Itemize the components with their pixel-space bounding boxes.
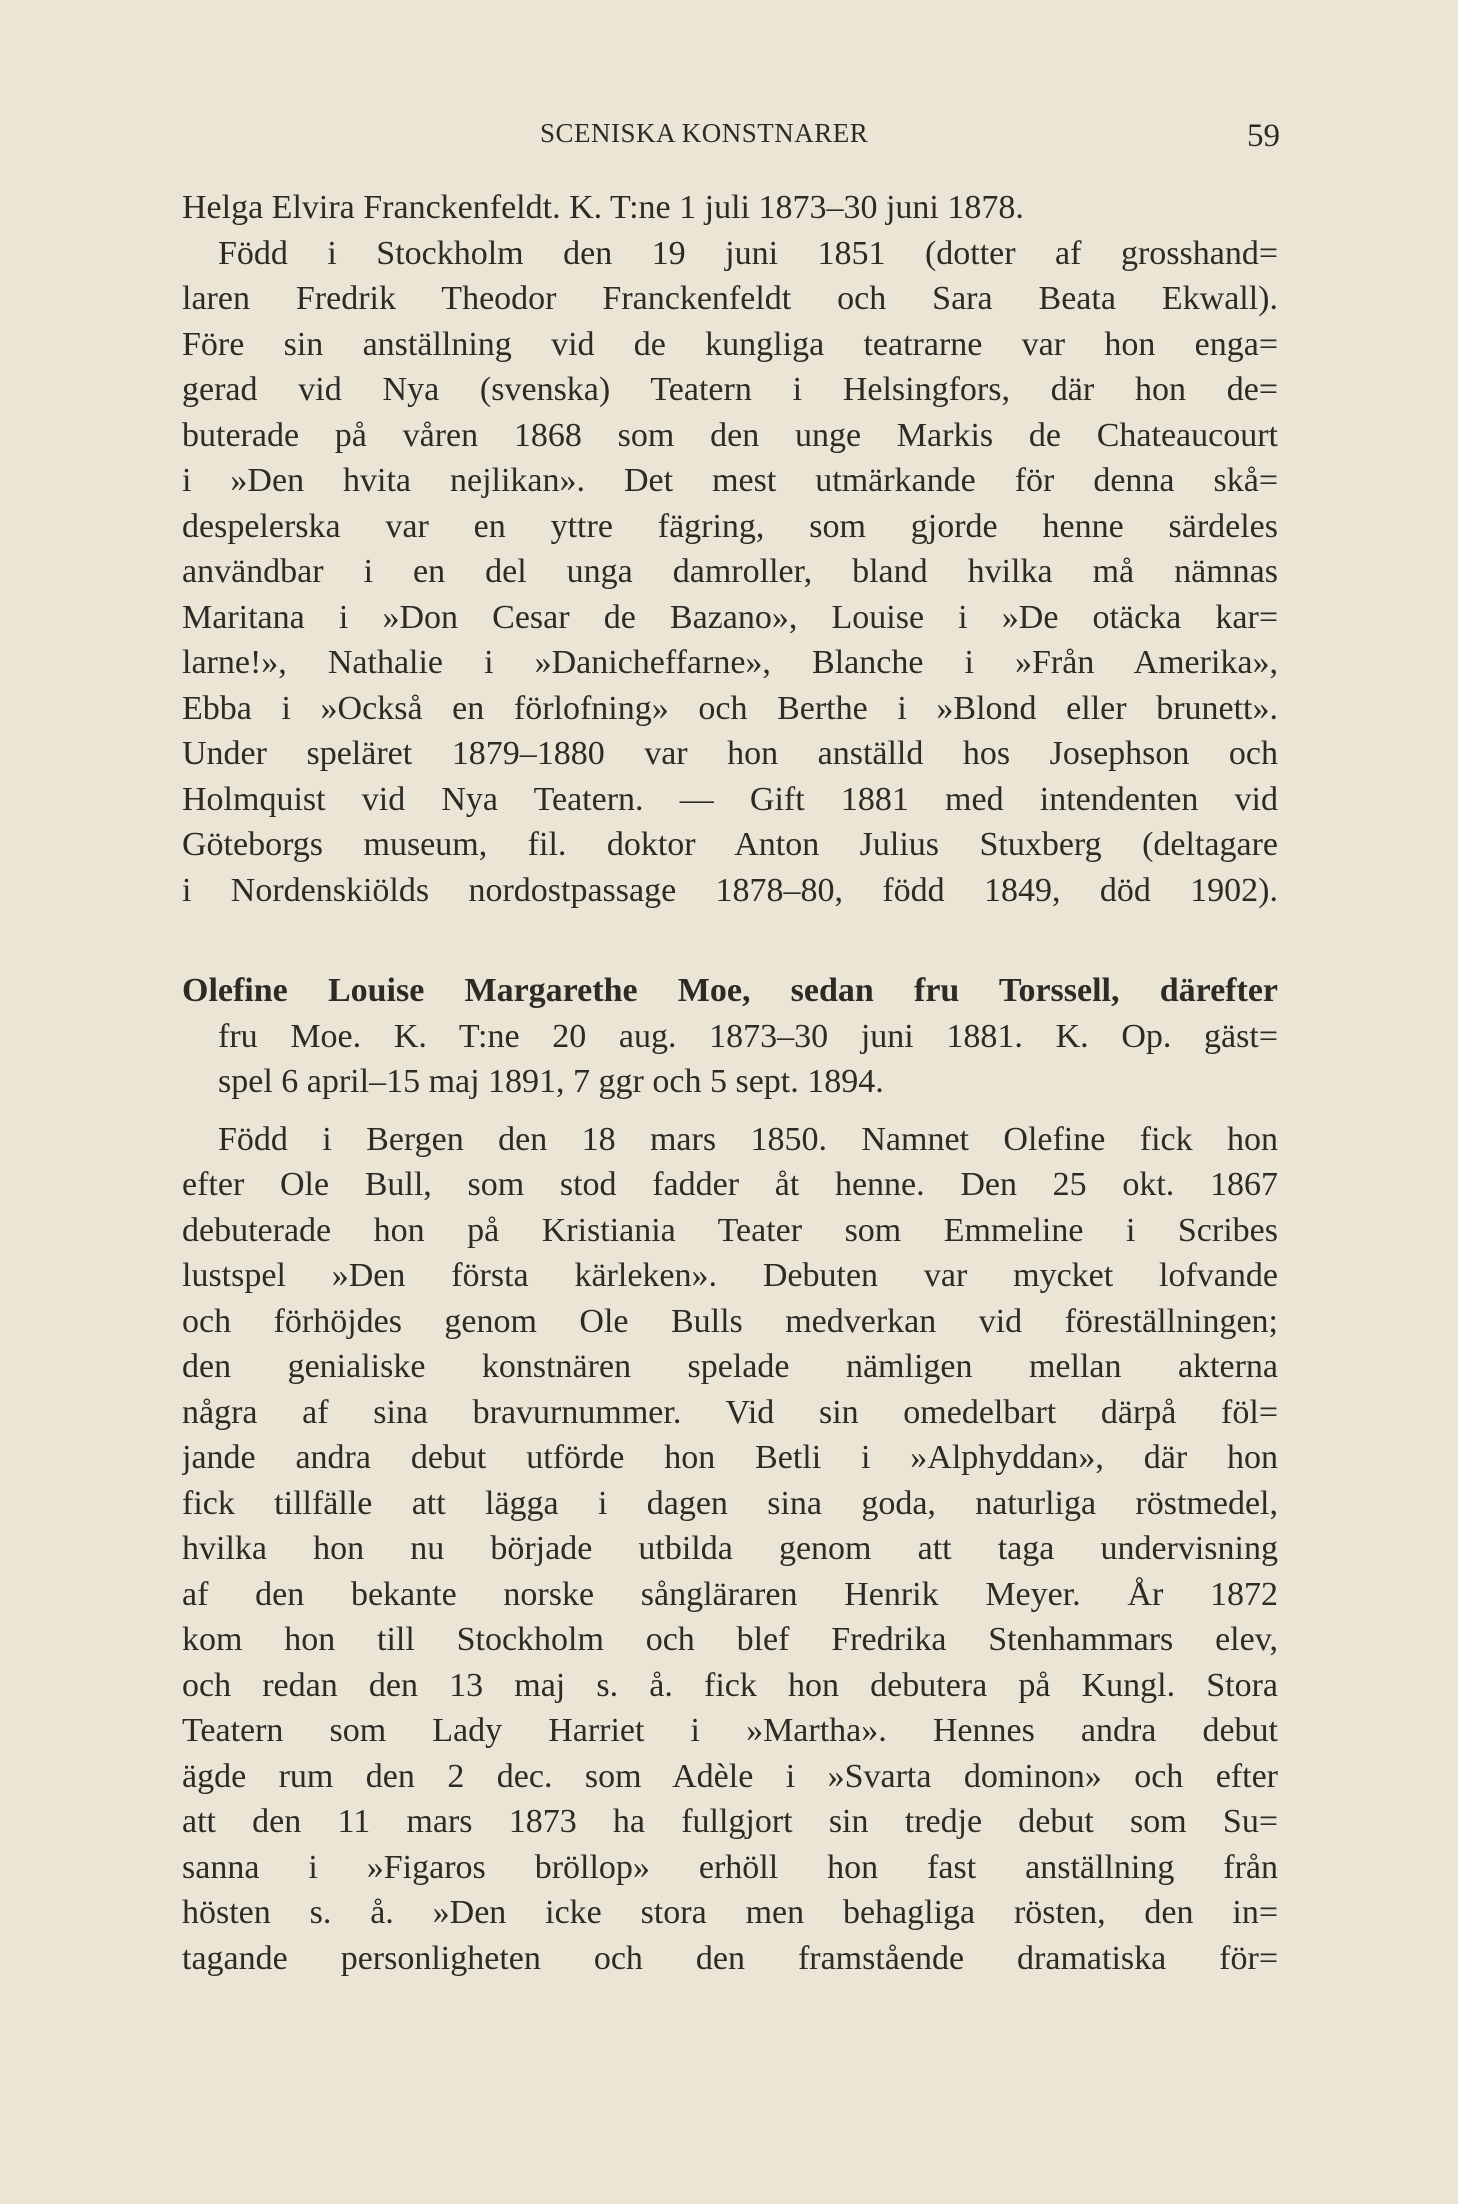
body-line: fick tillfälle att lägga i dagen sina goda, naturliga röstmedel, <box>182 1484 1278 1522</box>
entry-moe <box>182 968 1278 1981</box>
body-line: ägde rum den 2 dec. som Adèle i »Svarta dominon» och efter <box>182 1757 1278 1795</box>
body-line: despelerska var en yttre fägring, som gjorde henne särdeles <box>182 507 1278 545</box>
body-line: Ebba i »Också en förlofning» och Berthe i »Blond eller brunett». <box>182 689 1278 727</box>
body-line: Göteborgs museum, fil. doktor Anton Julius Stuxberg (deltagare <box>182 826 1278 863</box>
entry-heading: Olefine Louise Margarethe Moe, sedan fru Torssell, därefter <box>182 972 1278 1009</box>
body-line: användbar i en del unga damroller, bland hvilka må nämnas <box>182 553 1278 590</box>
body-line: den genialiske konstnären spelade nämligen mellan akterna <box>182 1348 1278 1385</box>
body-line: Maritana i »Don Cesar de Bazano», Louise i »De otäcka kar= <box>182 598 1278 636</box>
running-head: SCENISKA KONSTNARER <box>540 118 869 148</box>
body-line: Teatern som Lady Harriet i »Martha». Hennes andra debut <box>182 1712 1278 1749</box>
body-line: tagande personligheten och den framstående dramatiska för= <box>182 1939 1278 1977</box>
body-line: att den 11 mars 1873 ha fullgjort sin tredje debut som Su= <box>182 1803 1278 1840</box>
body-line: i Nordenskiölds nordostpassage 1878–80, född 1849, död 1902). <box>182 871 1278 909</box>
body-line: Född i Bergen den 18 mars 1850. Namnet Olefine fick hon <box>218 1120 1278 1158</box>
body-line: och redan den 13 maj s. å. fick hon debutera på Kungl. Stora <box>182 1666 1278 1704</box>
body-line: Holmquist vid Nya Teatern. — Gift 1881 med intendenten vid <box>182 780 1278 818</box>
page-header <box>180 118 1280 158</box>
body-line: kom hon till Stockholm och blef Fredrika Stenhammars elev, <box>182 1621 1278 1658</box>
body-line: sanna i »Figaros bröllop» erhöll hon fast anställning från <box>182 1848 1278 1886</box>
entry-heading: spel 6 april–15 maj 1891, 7 ggr och 5 sept. 1894. <box>218 1063 884 1100</box>
body-line: Före sin anställning vid de kungliga teatrarne var hon enga= <box>182 325 1278 363</box>
body-line: laren Fredrik Theodor Franckenfeldt och Sara Beata Ekwall). <box>182 280 1278 317</box>
page-number: 59 <box>1247 118 1280 154</box>
body-line: hvilka hon nu började utbilda genom att taga undervisning <box>182 1530 1278 1567</box>
body-line: Under speläret 1879–1880 var hon anställd hos Josephson och <box>182 735 1278 772</box>
body-line: jande andra debut utförde hon Betli i »Alphyddan», där hon <box>182 1439 1278 1476</box>
body-line: Född i Stockholm den 19 juni 1851 (dotter af grosshand= <box>218 234 1278 272</box>
body-line: af den bekante norske sångläraren Henrik Meyer. År 1872 <box>182 1575 1278 1613</box>
body-line: debuterade hon på Kristiania Teater som Emmeline i Scribes <box>182 1211 1278 1249</box>
body-line: och förhöjdes genom Ole Bulls medverkan vid föreställningen; <box>182 1302 1278 1340</box>
entry-heading: Helga Elvira Franckenfeldt. K. T:ne 1 juli 1873–30 juni 1878. <box>182 189 1024 226</box>
body-line: larne!», Nathalie i »Danicheffarne», Blanche i »Från Amerika», <box>182 644 1278 681</box>
body-line: efter Ole Bull, som stod fadder åt henne. Den 25 okt. 1867 <box>182 1166 1278 1203</box>
body-line: hösten s. å. »Den icke stora men behagliga rösten, den in= <box>182 1894 1278 1931</box>
body-line: buterade på våren 1868 som den unge Markis de Chateaucourt <box>182 416 1278 454</box>
body-line: i »Den hvita nejlikan». Det mest utmärkande för denna skå= <box>182 462 1278 499</box>
entry-franckenfeldt <box>182 185 1278 913</box>
body-line: gerad vid Nya (svenska) Teatern i Helsingfors, där hon de= <box>182 371 1278 408</box>
entry-heading: fru Moe. K. T:ne 20 aug. 1873–30 juni 1881. K. Op. gäst= <box>218 1017 1278 1055</box>
body-line: några af sina bravurnummer. Vid sin omedelbart därpå föl= <box>182 1393 1278 1431</box>
body-line: lustspel »Den första kärleken». Debuten var mycket lofvande <box>182 1257 1278 1294</box>
